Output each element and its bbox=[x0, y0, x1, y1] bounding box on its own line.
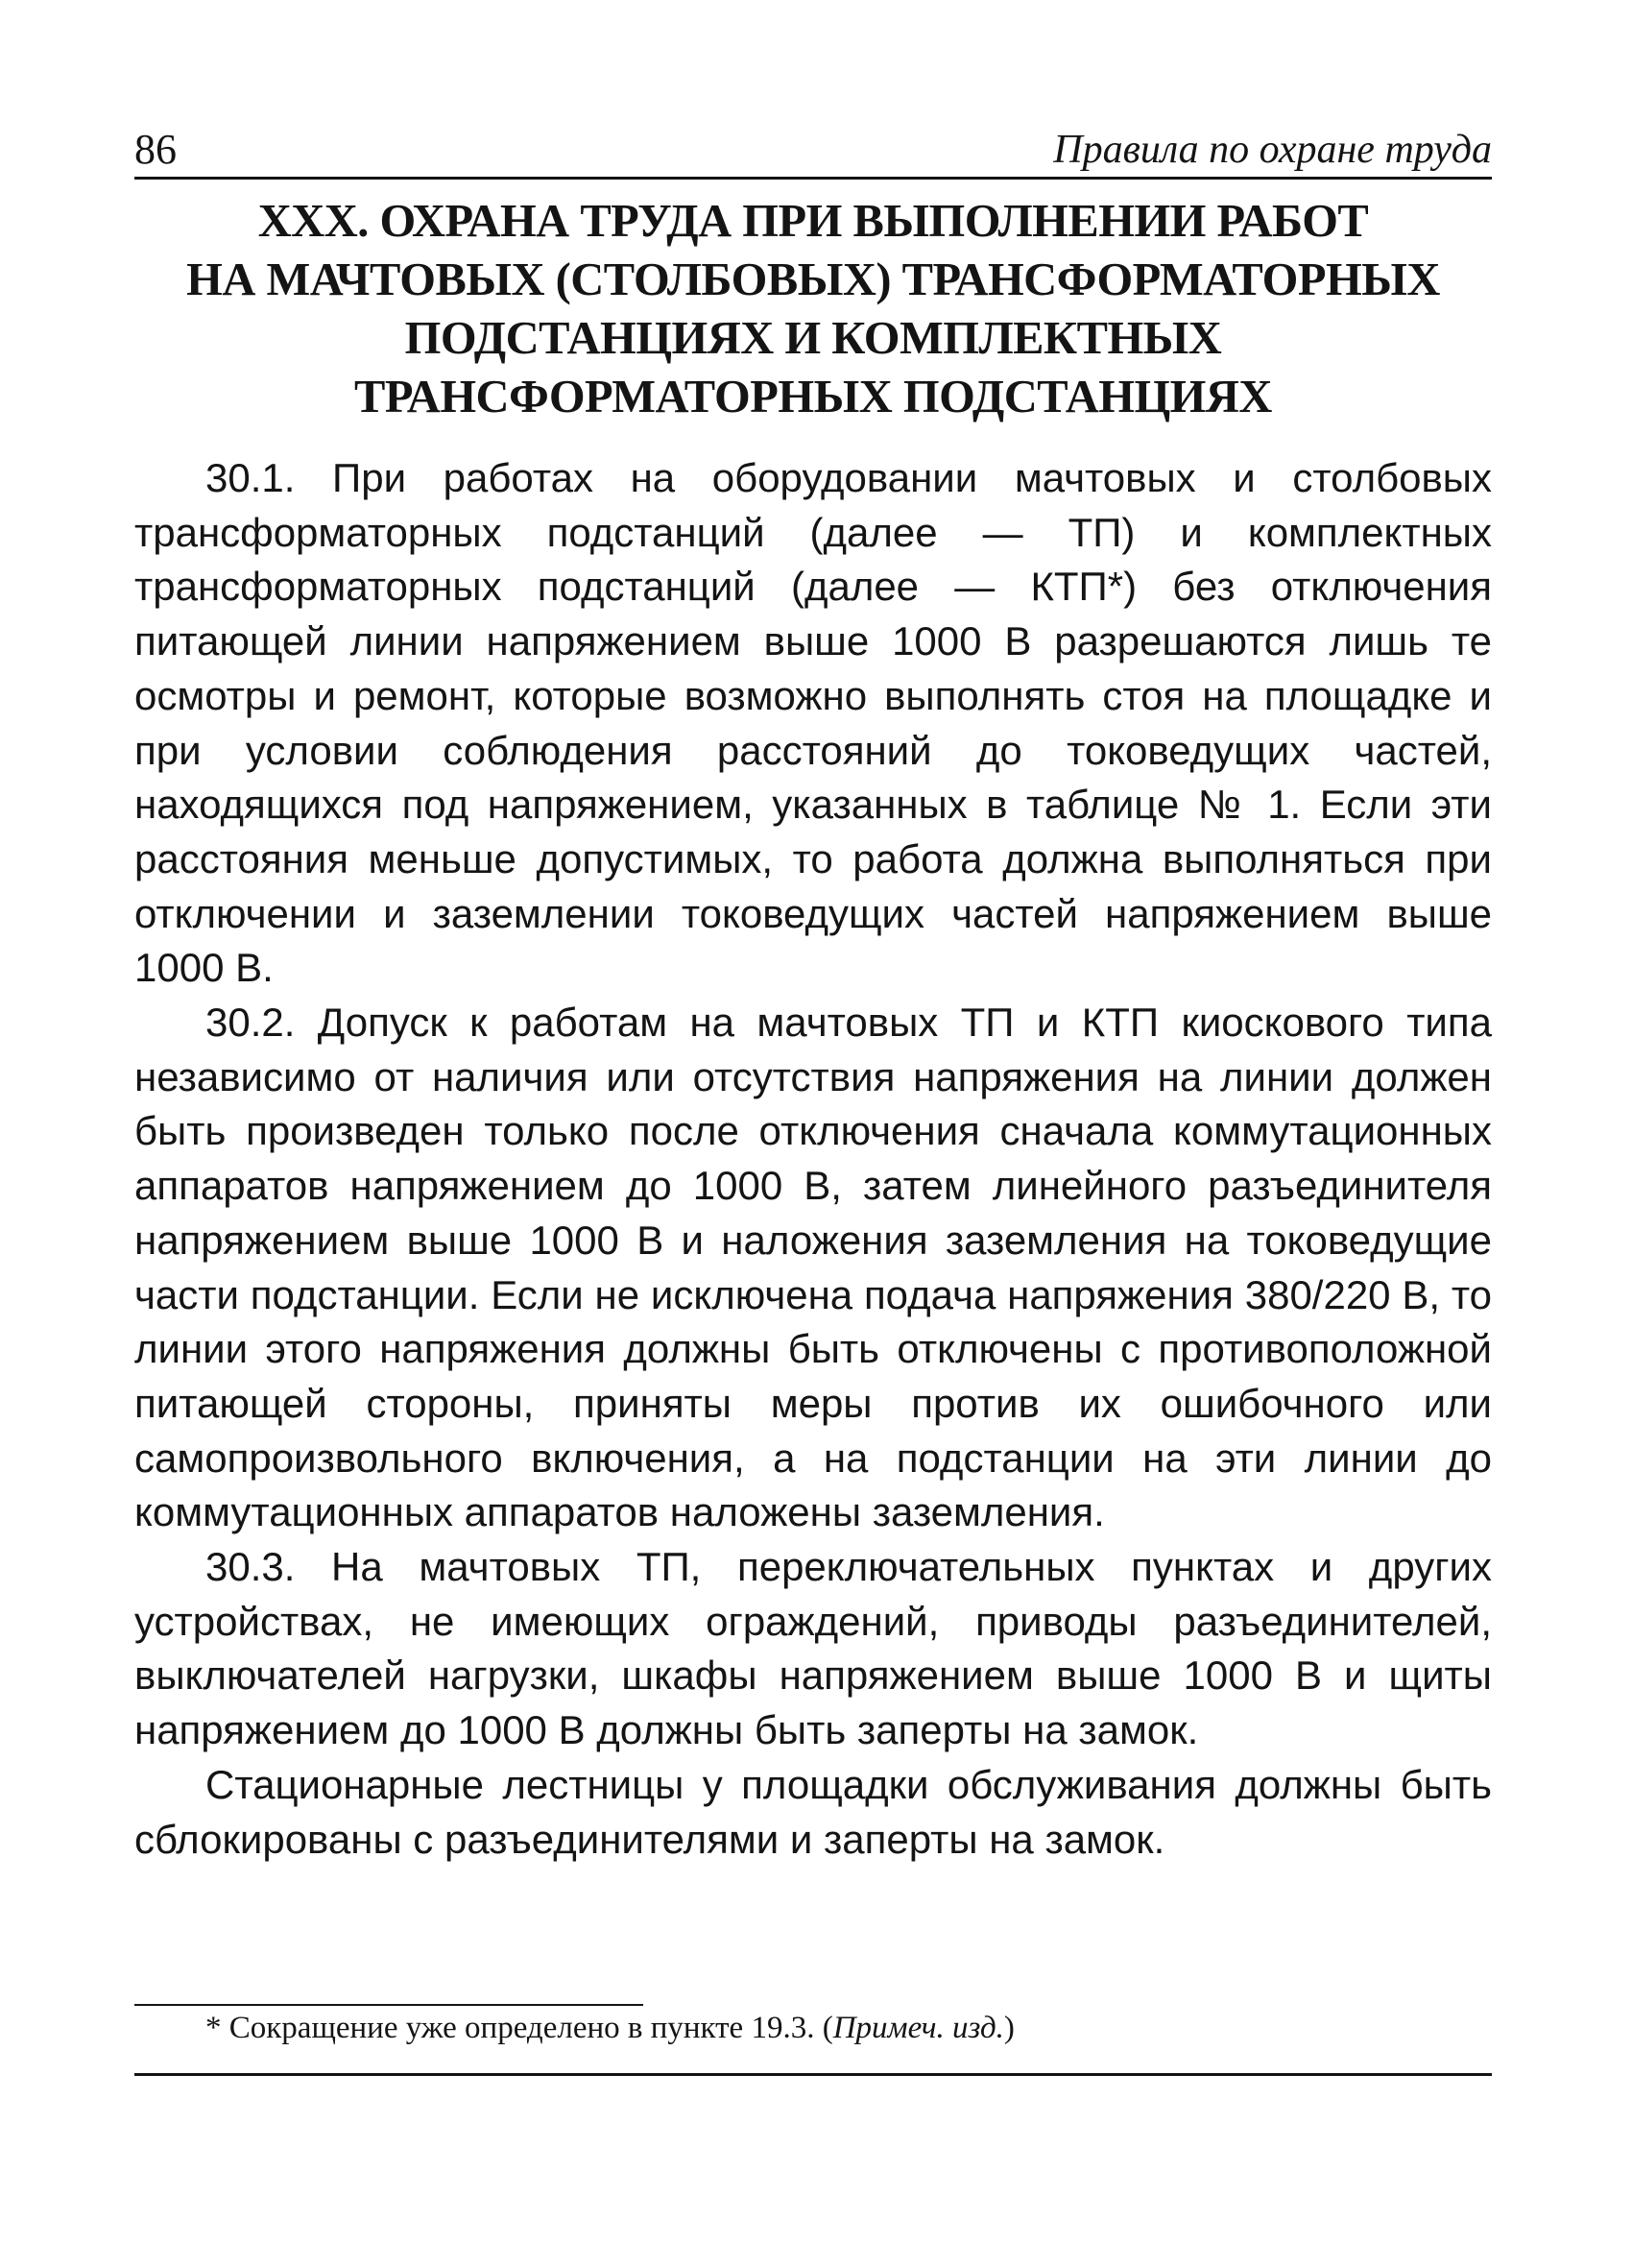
page-number: 86 bbox=[134, 126, 177, 173]
paragraph-30-1: 30.1. При работах на оборудовании мачтовых и столбовых трансформаторных подстанций (далее — ТП) и комплектных трансформаторных подстанций (далее — КТП*) без отключения питающей линии напряжением выше 1000 В разрешаются лишь те осмотры и ремонт, которые возможно выполнять стоя на площадке и при условии соблюдения расстояний до токоведущих частей, находящихся под напряжением, указанных в таблице № 1. Если эти расстояния меньше допустимых, то работа должна выполняться при отключении и заземлении токоведущих частей напряжением выше 1000 В. bbox=[134, 455, 1492, 991]
paragraph-30-3: 30.3. На мачтовых ТП, переключательных пунктах и других устройствах, не имеющих ограждений, приводы разъединителей, выключателей нагрузки, шкафы напряжением выше 1000 В и щиты напряжением до 1000 В должны быть заперты на замок. bbox=[134, 1544, 1492, 1753]
paragraph-ladders: Стационарные лестницы у площадки обслуживания должны быть сблокированы с разъединителями и заперты на замок. bbox=[134, 1761, 1492, 1862]
section-title-line: XXX. ОХРАНА ТРУДА ПРИ ВЫПОЛНЕНИИ РАБОТ bbox=[257, 196, 1369, 247]
page-header bbox=[134, 119, 1492, 177]
section-title bbox=[134, 192, 1492, 426]
section-title-line: ПОДСТАНЦИЯХ И КОМПЛЕКТНЫХ bbox=[404, 313, 1222, 364]
footnote-close: ) bbox=[1003, 2011, 1015, 2045]
section-title-line: ТРАНСФОРМАТОРНЫХ ПОДСТАНЦИЯХ bbox=[354, 372, 1272, 422]
running-title: Правила по охране труда bbox=[1053, 128, 1492, 172]
footnote-editor-note: Примеч. изд. bbox=[832, 2011, 1004, 2045]
footnote-text: * Сокращение уже определено в пункте 19.3. ( bbox=[205, 2011, 833, 2045]
footnote bbox=[205, 2007, 1492, 2049]
paragraph-30-2: 30.2. Допуск к работам на мачтовых ТП и КТП киоскового типа независимо от наличия или отсутствия напряжения на линии должен быть произведен только после отключения сначала коммутационных аппаратов напряжением до 1000 В, затем линейного разъединителя напряжением выше 1000 В и наложения заземления на токоведущие части подстанции. Если не исключена подача напряжения 380/220 В, то линии этого напряжения должны быть отключены с противоположной питающей стороны, приняты меры против их ошибочного или самопроизвольного включения, а на подстанции на эти линии до коммутационных аппаратов наложены заземления. bbox=[134, 1000, 1492, 1535]
bottom-rule bbox=[134, 2073, 1492, 2076]
header-rule bbox=[134, 177, 1492, 180]
body-text bbox=[134, 451, 1492, 1867]
footnote-rule bbox=[134, 2004, 643, 2006]
section-title-line: НА МАЧТОВЫХ (СТОЛБОВЫХ) ТРАНСФОРМАТОРНЫХ bbox=[186, 254, 1440, 305]
